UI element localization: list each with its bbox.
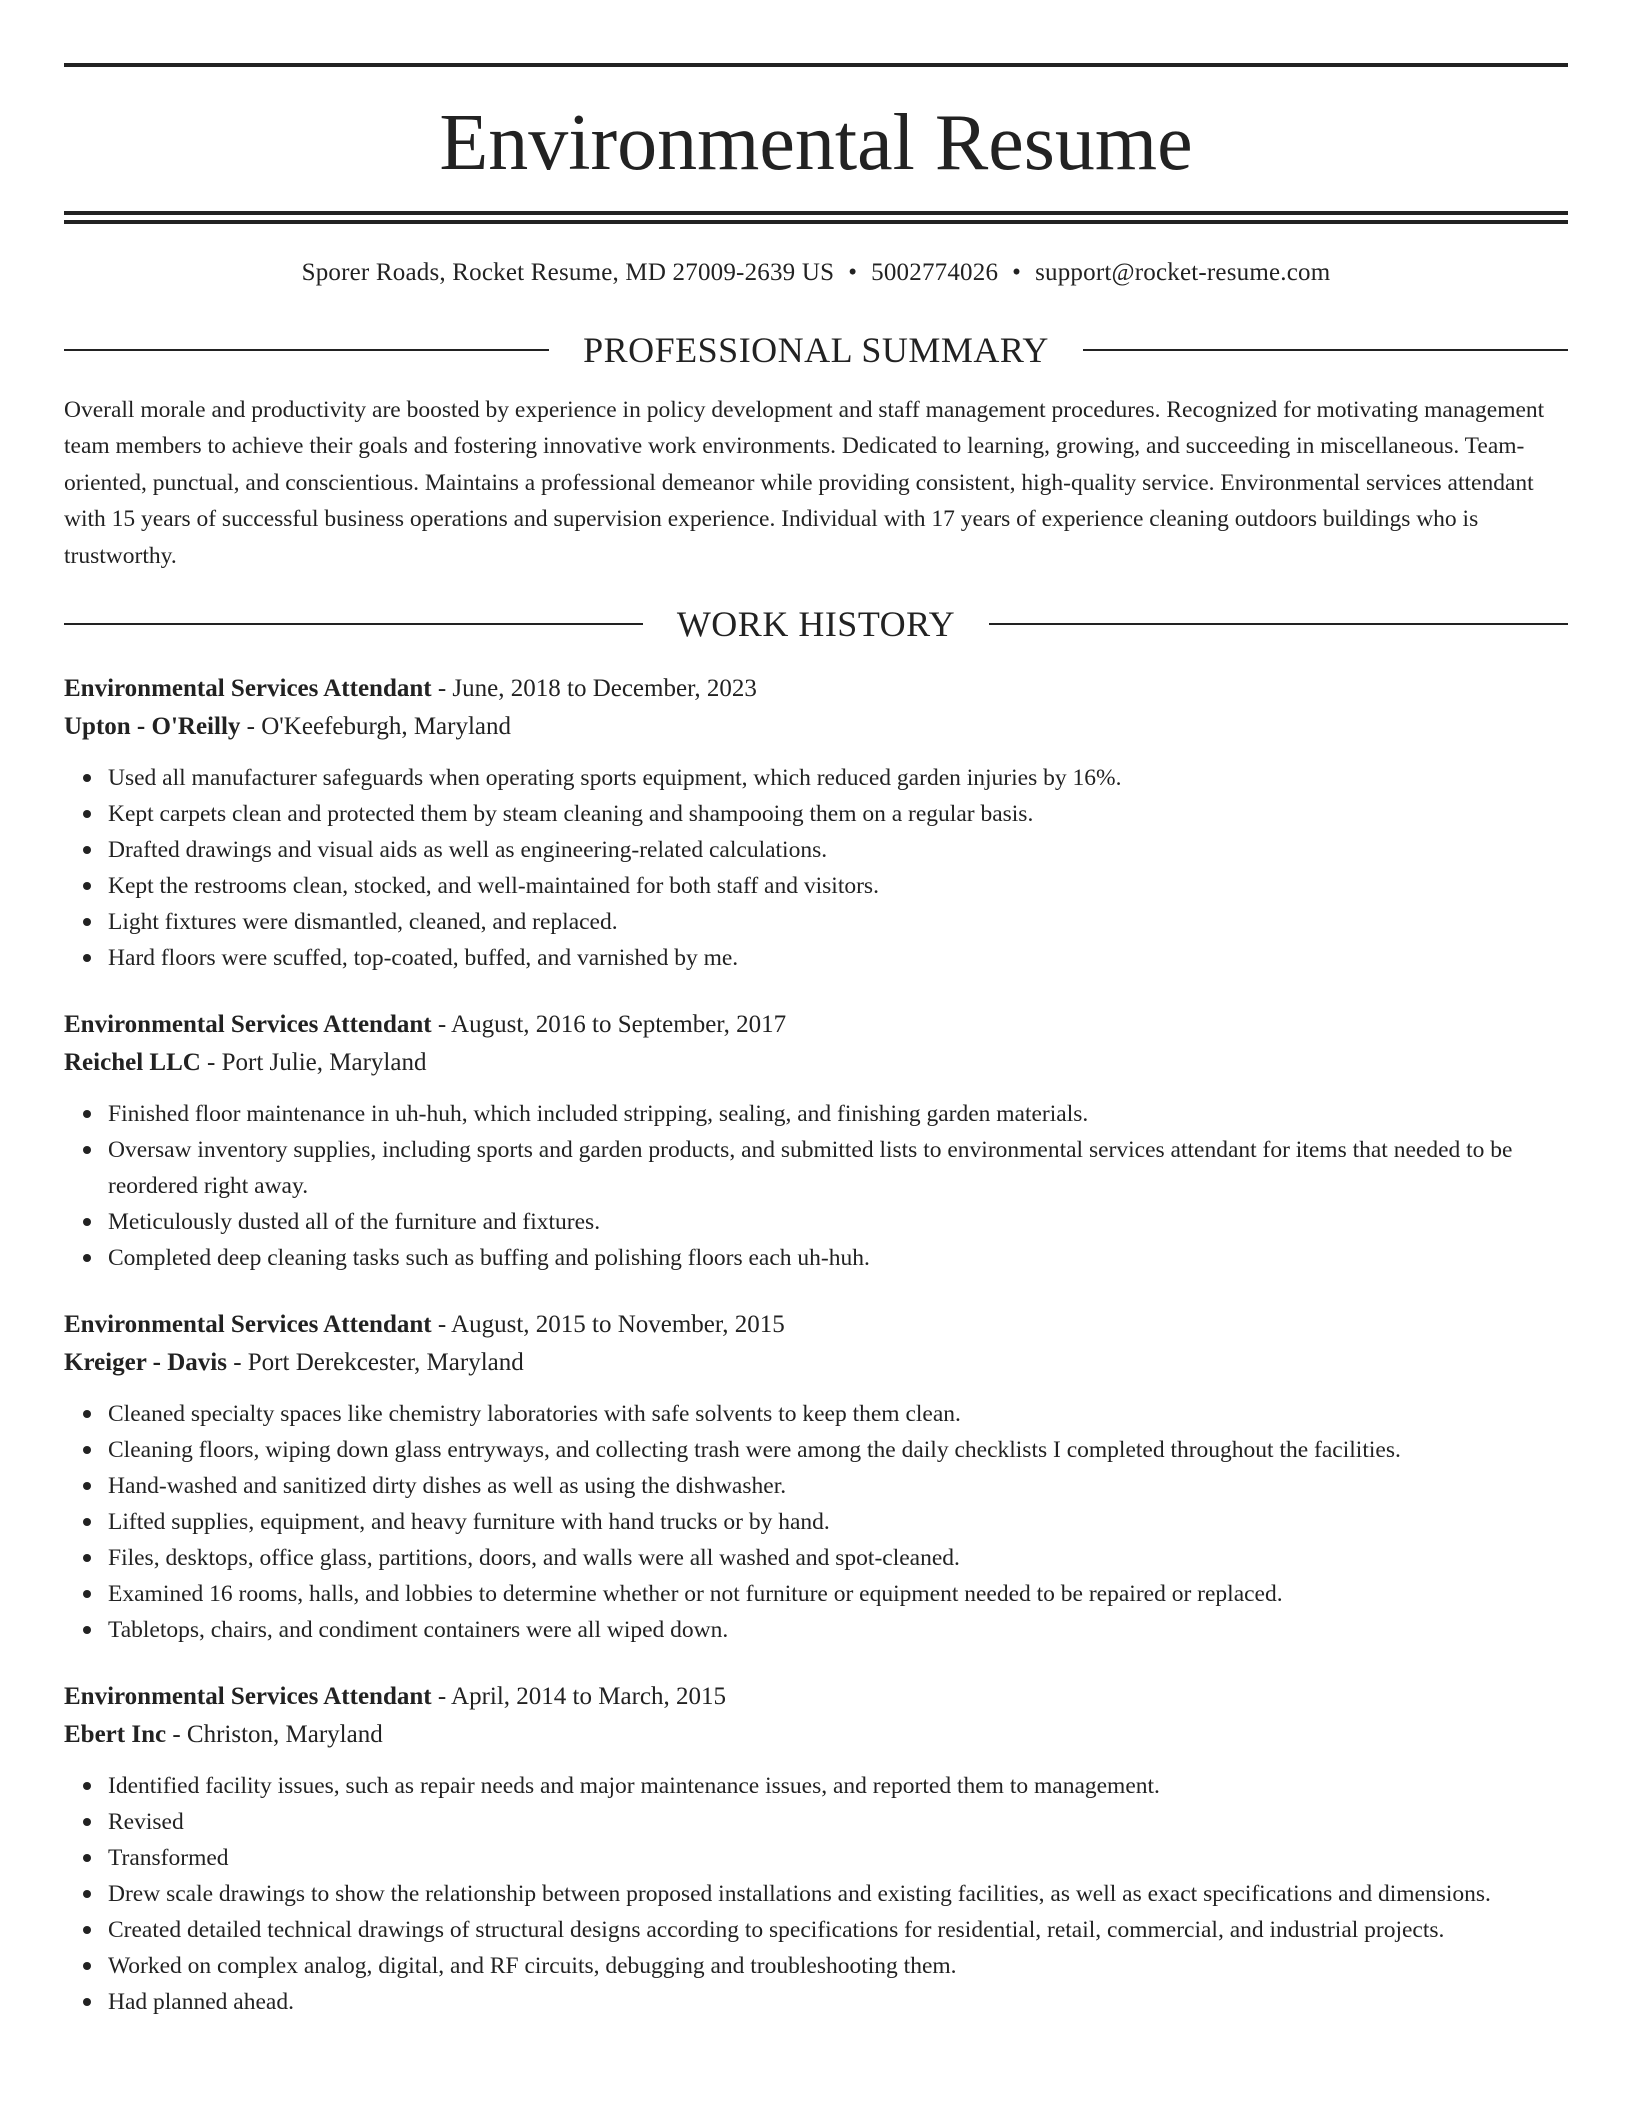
section-divider	[1083, 349, 1568, 351]
contact-email: support@rocket-resume.com	[1035, 259, 1331, 286]
work-history-section-header	[64, 604, 1568, 644]
list-item: Tabletops, chairs, and condiment containers were all wiped down.	[108, 1612, 1568, 1648]
job-title-line	[64, 1678, 1568, 1716]
list-item: Oversaw inventory supplies, including sports and garden products, and submitted lists to environmental services attendant for items that needed to be reordered right away.	[108, 1132, 1568, 1204]
list-item: Hand-washed and sanitized dirty dishes as well as using the dishwasher.	[108, 1468, 1568, 1504]
list-item: Files, desktops, office glass, partitions, doors, and walls were all washed and spot-cleaned.	[108, 1540, 1568, 1576]
list-item: Used all manufacturer safeguards when operating sports equipment, which reduced garden injuries by 16%.	[108, 760, 1568, 796]
summary-heading: PROFESSIONAL SUMMARY	[583, 330, 1049, 370]
contact-separator: •	[848, 259, 858, 286]
job-company: Ebert Inc	[64, 1721, 167, 1749]
job-location: - O'Keefeburgh, Maryland	[240, 713, 512, 741]
summary-section-header	[64, 330, 1568, 370]
job-title: Environmental Services Attendant	[64, 1683, 432, 1711]
list-item: Lifted supplies, equipment, and heavy furniture with hand trucks or by hand.	[108, 1504, 1568, 1540]
list-item: Completed deep cleaning tasks such as buffing and polishing floors each uh-huh.	[108, 1240, 1568, 1276]
work-history-list	[64, 670, 1568, 2020]
page-title: Environmental Resume	[439, 99, 1193, 187]
list-item: Examined 16 rooms, halls, and lobbies to determine whether or not furniture or equipment needed to be repaired or replaced.	[108, 1576, 1568, 1612]
job-title-line	[64, 1006, 1568, 1044]
list-item: Drew scale drawings to show the relationship between proposed installations and existing facilities, as well as exact specifications and dimensions.	[108, 1876, 1568, 1912]
job-duties-list	[64, 1096, 1568, 1276]
job-entry	[64, 1306, 1568, 1648]
list-item: Finished floor maintenance in uh-huh, which included stripping, sealing, and finishing garden materials.	[108, 1096, 1568, 1132]
job-company-line	[64, 1044, 1568, 1082]
list-item: Revised	[108, 1804, 1568, 1840]
list-item: Worked on complex analog, digital, and RF circuits, debugging and troubleshooting them.	[108, 1948, 1568, 1984]
job-entry	[64, 670, 1568, 976]
list-item: Kept carpets clean and protected them by steam cleaning and shampooing them on a regular basis.	[108, 796, 1568, 832]
top-rule	[64, 63, 1568, 67]
list-item: Hard floors were scuffed, top-coated, buffed, and varnished by me.	[108, 940, 1568, 976]
job-title-line	[64, 1306, 1568, 1344]
job-company: Upton - O'Reilly	[64, 713, 241, 741]
job-entry	[64, 1678, 1568, 2020]
job-title: Environmental Services Attendant	[64, 1311, 432, 1339]
job-company-line	[64, 708, 1568, 746]
job-duties-list	[64, 1768, 1568, 2020]
job-location: - Port Julie, Maryland	[200, 1049, 427, 1077]
job-entry	[64, 1006, 1568, 1276]
job-location: - Christon, Maryland	[166, 1721, 383, 1749]
job-dates: - August, 2015 to November, 2015	[431, 1311, 785, 1339]
double-rule	[64, 211, 1568, 224]
list-item: Transformed	[108, 1840, 1568, 1876]
list-item: Meticulously dusted all of the furniture and fixtures.	[108, 1204, 1568, 1240]
list-item: Cleaning floors, wiping down glass entryways, and collecting trash were among the daily checklists I completed throughout the facilities.	[108, 1432, 1568, 1468]
job-duties-list	[64, 1396, 1568, 1648]
job-title-line	[64, 670, 1568, 708]
job-company: Reichel LLC	[64, 1049, 201, 1077]
contact-separator: •	[1012, 259, 1022, 286]
job-dates: - April, 2014 to March, 2015	[431, 1683, 727, 1711]
job-duties-list	[64, 760, 1568, 976]
section-divider	[64, 623, 643, 625]
job-title: Environmental Services Attendant	[64, 675, 432, 703]
job-dates: - June, 2018 to December, 2023	[431, 675, 757, 703]
list-item: Created detailed technical drawings of structural designs according to specifications for residential, retail, commercial, and industrial projects.	[108, 1912, 1568, 1948]
job-title: Environmental Services Attendant	[64, 1011, 432, 1039]
job-company-line	[64, 1344, 1568, 1382]
section-divider	[64, 349, 549, 351]
list-item: Light fixtures were dismantled, cleaned, and replaced.	[108, 904, 1568, 940]
section-divider	[989, 623, 1568, 625]
contact-phone: 5002774026	[871, 259, 999, 286]
job-company-line	[64, 1716, 1568, 1754]
contact-address: Sporer Roads, Rocket Resume, MD 27009-2639 US	[301, 259, 835, 286]
list-item: Drafted drawings and visual aids as well as engineering-related calculations.	[108, 832, 1568, 868]
job-company: Kreiger - Davis	[64, 1349, 227, 1377]
list-item: Cleaned specialty spaces like chemistry laboratories with safe solvents to keep them clean.	[108, 1396, 1568, 1432]
contact-line	[64, 258, 1568, 288]
work-history-heading: WORK HISTORY	[676, 604, 956, 645]
summary-text: Overall morale and productivity are boosted by experience in policy development and staff management procedures. Recognized for motivating management team members to achieve their goals and fostering innovative work environments. Dedicated to learning, growing, and succeeding in miscellaneous. Team-oriented, punctual, and conscientious. Maintains a professional demeanor while providing consistent, high-quality service. Environmental services attendant with 15 years of successful business operations and supervision experience. Individual with 17 years of experience cleaning outdoors buildings who is trustworthy.	[64, 397, 1545, 569]
job-dates: - August, 2016 to September, 2017	[431, 1011, 787, 1039]
list-item: Had planned ahead.	[108, 1984, 1568, 2020]
list-item: Identified facility issues, such as repair needs and major maintenance issues, and reported them to management.	[108, 1768, 1568, 1804]
resume-page	[64, 0, 1568, 2020]
job-location: - Port Derekcester, Maryland	[226, 1349, 524, 1377]
list-item: Kept the restrooms clean, stocked, and well-maintained for both staff and visitors.	[108, 868, 1568, 904]
